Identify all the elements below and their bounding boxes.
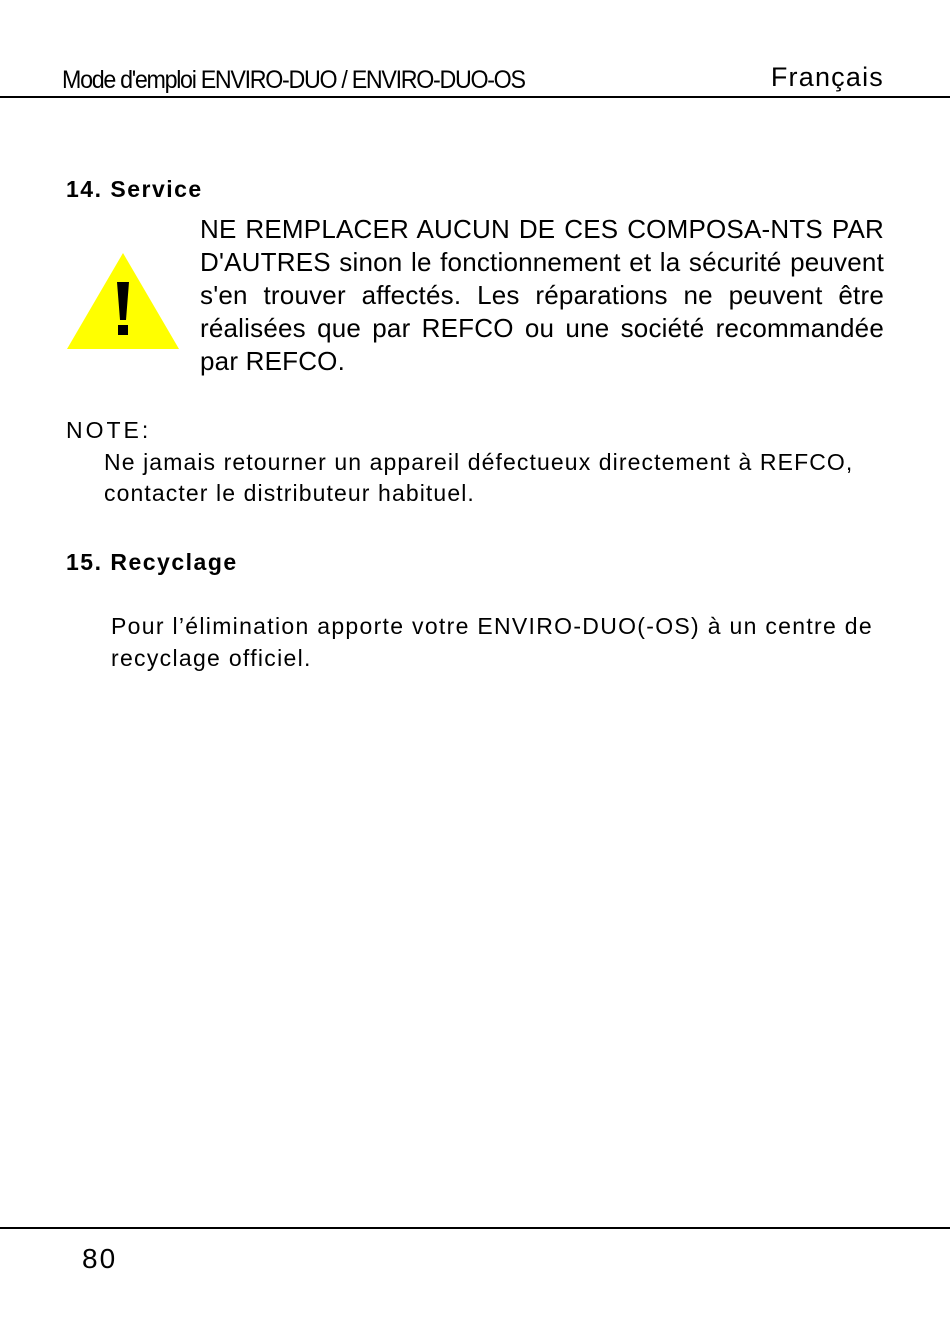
note-text: Ne jamais retourner un appareil défectueux directement à REFCO, contacter le distributeur habituel.	[104, 449, 854, 506]
footer-divider	[0, 1227, 950, 1229]
recycling-text: Pour l’élimination apporte votre ENVIRO-DUO(-OS) à un centre de recyclage officiel.	[111, 613, 873, 671]
note-label: NOTE:	[66, 417, 152, 443]
header-divider	[0, 96, 950, 98]
section-heading-recycling: 15. Recyclage	[66, 549, 238, 575]
page-number: 80	[82, 1243, 118, 1274]
service-warning-text: NE REMPLACER AUCUN DE CES COMPOSA-NTS PAR D'AUTRES sinon le fonctionnement et la sécurité peuvent s'en trouver affectés. Les réparations ne peuvent être réalisées que par REFCO ou une société recommandée par REFCO.	[200, 214, 884, 376]
section-heading-service: 14. Service	[66, 176, 203, 202]
manual-title: Mode d'emploi ENVIRO-DUO / ENVIRO-DUO-OS	[62, 66, 525, 94]
warning-triangle-icon	[66, 252, 180, 350]
language-label: Français	[770, 62, 884, 92]
exclamation-dot	[118, 325, 128, 335]
